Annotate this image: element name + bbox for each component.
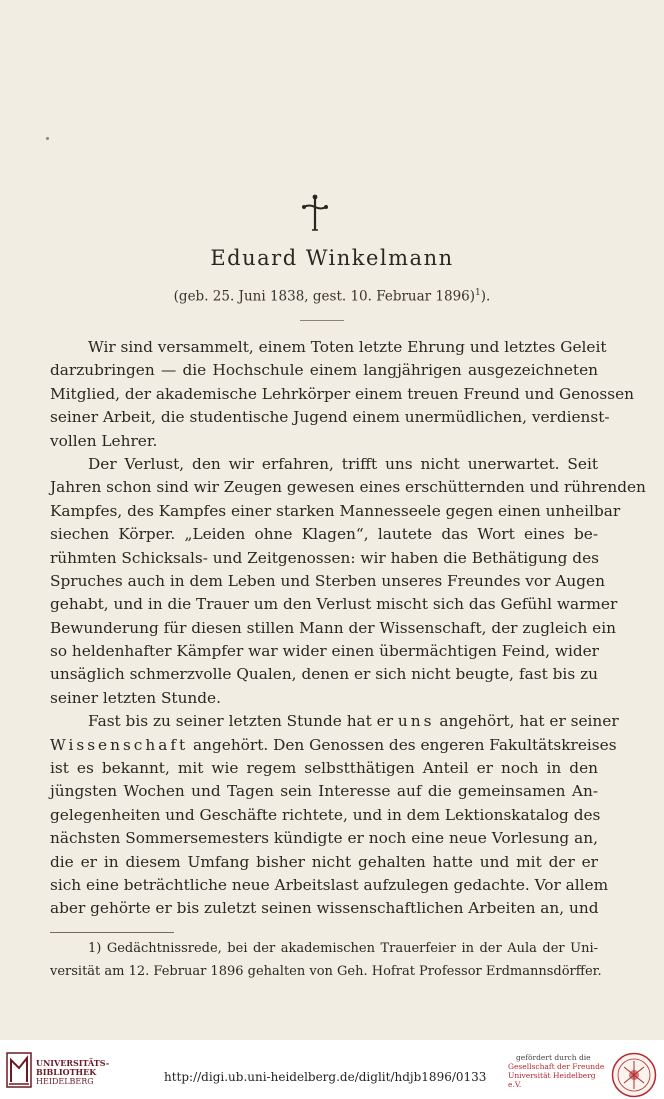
text-line: Mitglied, der akademische Lehrkörper einem treuen Freund und Genossen (50, 384, 634, 403)
footnote-marker: 1 (475, 288, 481, 298)
text-line: Jahren schon sind wir Zeugen gewesen eines erschütternden und rührenden (50, 478, 646, 497)
text-line: aber gehörte er bis zuletzt seinen wissenschaftlichen Arbeiten an, und (50, 899, 599, 918)
speck-mark (46, 137, 49, 140)
text-line: seiner Arbeit, die studentische Jugend einem unermüdlichen, verdienst- (50, 408, 610, 427)
sponsor-block[interactable] (508, 1053, 606, 1089)
text-line: jüngsten Wochen und Tagen sein Interesse auf die gemeinsamen An- (50, 782, 598, 801)
text-line: Kampfes, des Kampfes einer starken Mannesseele gegen einen unheilbar (50, 501, 621, 520)
university-seal-icon[interactable] (611, 1052, 657, 1098)
page-title: Eduard Winkelmann (210, 246, 454, 270)
text-line (50, 734, 617, 757)
text-line: gelegenheiten und Geschäfte richtete, und in dem Lektionskatalog des (50, 805, 601, 824)
title-divider (300, 320, 344, 321)
text-line: so heldenhafter Kämpfer war wider einen übermächtigen Feind, wider (50, 642, 599, 661)
text-line: vollen Lehrer. (50, 431, 158, 450)
subtitle-text: (geb. 25. Juni 1838, gest. 10. Februar 1896) (173, 288, 476, 305)
library-name[interactable] (36, 1059, 109, 1086)
permalink-url[interactable]: http://digi.ub.uni-heidelberg.de/diglit/hdjb1896/0133 (164, 1070, 487, 1084)
text-line: die er in diesem Umfang bisher nicht gehalten hatte und mit der er (50, 852, 598, 871)
text-line: nächsten Sommersemesters kündigte er noch eine neue Vorlesung an, (50, 829, 598, 848)
emphasis-text: uns (397, 712, 435, 731)
library-logo-icon[interactable] (6, 1052, 32, 1088)
text-line: seiner letzten Stunde. (50, 688, 221, 707)
text-line: siechen Körper. „Leiden ohne Klagen“, lautete das Wort eines be- (50, 525, 598, 544)
body-text (50, 336, 646, 921)
footnote-line: 1) Gedächtnissrede, bei der akademischen Trauerfeier in der Aula der Uni- (88, 941, 598, 956)
death-cross-icon (300, 193, 330, 231)
footnote (50, 939, 602, 986)
text-line: gehabt, und in die Trauer um den Verlust mischt sich das Gefühl warmer (50, 595, 618, 614)
library-name-line: BIBLIOTHEK (36, 1067, 97, 1077)
sponsor-name: Gesellschaft der Freunde (508, 1062, 605, 1071)
footnote-divider (50, 932, 174, 933)
footnote-line: versität am 12. Februar 1896 gehalten von Geh. Hofrat Professor Erdmannsdörffer. (50, 964, 602, 980)
text-run: Fast bis zu seiner letzten Stunde hat er (88, 712, 398, 731)
emphasis-text: Wissenschaft (50, 735, 189, 754)
text-line: Der Verlust, den wir erfahren, trifft uns nicht unerwartet. Seit (88, 454, 598, 473)
text-line: sich eine beträchtliche neue Arbeitslast aufzulegen gedachte. Vor allem (50, 875, 609, 894)
text-line (50, 710, 619, 733)
sponsor-name: Universität Heidelberg e.V. (508, 1071, 596, 1089)
text-line: darzubringen — die Hochschule einem langjährigen ausgezeichneten (50, 361, 598, 380)
library-name-line: UNIVERSITÄTS- (36, 1058, 110, 1068)
text-line: ist es bekannt, mit wie regem selbstthätigen Anteil er noch in den (50, 759, 598, 778)
text-line: Spruches auch in dem Leben und Sterben unseres Freundes vor Augen (50, 571, 605, 590)
text-line: rühmten Schicksals- und Zeitgenossen: wir haben die Bethätigung des (50, 548, 599, 567)
page-subtitle: (geb. 25. Juni 1838, gest. 10. Februar 1896)$^1$). (173, 288, 491, 305)
text-line: Wir sind versammelt, einem Toten letzte Ehrung und letztes Geleit (88, 338, 607, 356)
text-run: angehört, hat er seiner (434, 712, 619, 731)
text-line: unsäglich schmerzvolle Qualen, denen er sich nicht beugte, fast bis zu (50, 665, 598, 684)
text-run: angehört. Den Genossen des engeren Fakultätskreises (188, 735, 617, 754)
sponsor-label: gefördert durch die (516, 1053, 591, 1062)
text-line: Bewunderung für diesen stillen Mann der Wissenschaft, der zugleich ein (50, 618, 616, 637)
library-name-line: HEIDELBERG (36, 1077, 94, 1086)
